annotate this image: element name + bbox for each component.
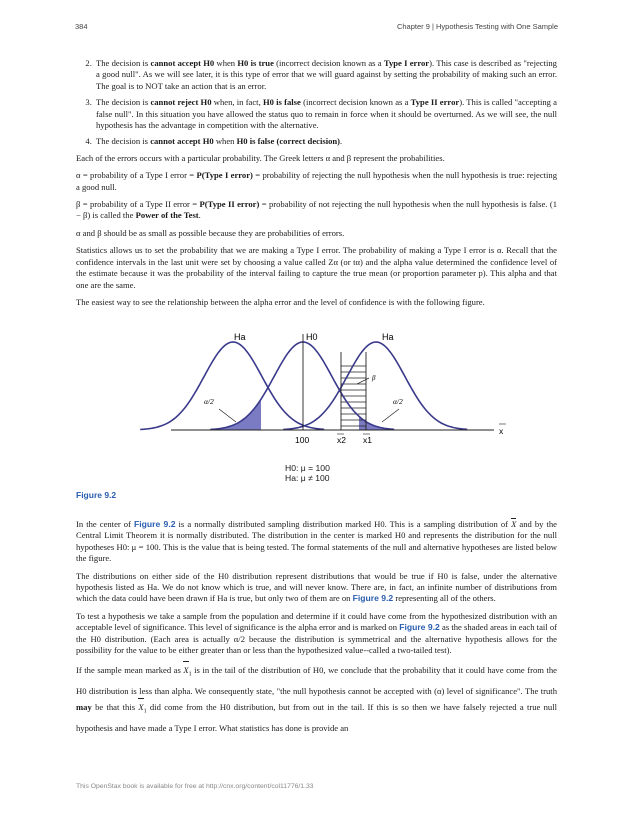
hypotheses — [285, 463, 330, 483]
mean-value-label: 100 — [295, 435, 310, 445]
paragraph: In the center of Figure 9.2 is a normally distributed sampling distribution marked H0. This is a sampling distribution of X and by the Central Limit Theorem it is normally distributed. The distribution in the center is marked H0 and represents the distribution for the null hypotheses H0: μ = 100. This is the value that is being tested. The formal statements of the null and alternative hypotheses are listed below the figure. — [76, 519, 557, 564]
paragraph: The easiest way to see the relationship between the alpha error and the level of confidence is with the following figure. — [76, 296, 485, 307]
null-hypothesis: H0: μ = 100 — [285, 463, 330, 473]
paragraph: The distributions on either side of the H0 distribution represent distributions that would be true if H0 is false, under the alternative hypothesis listed as Ha. We do not know which is true, and will never know. There are, in fact, an infinite number of distributions from which the data could have been drawn if Ha is true, but only two of them are on Figure 9.2 representing all of the others. — [76, 570, 557, 604]
figure-link[interactable]: Figure 9.2 — [399, 622, 440, 633]
alpha-right-arrow — [382, 409, 399, 422]
lower-text — [76, 519, 557, 742]
paragraph: α and β should be as small as possible because they are probabilities of errors. — [76, 227, 345, 238]
upper-text — [76, 58, 557, 314]
h0-curve — [210, 342, 394, 430]
ha-right-curve — [283, 342, 467, 430]
beta-label: β — [372, 374, 376, 382]
paragraph: If the sample mean marked as $X_1$ is in the tail of the distribution of H0, we conclude that the probability that it could have come from the H0 distribution is less than alpha. We consequently state, "the null hypothesis cannot be accepted with (α) level of significance". The truth may be that this $X_1$ did come from the H0 distribution, but from out in the tail. If this is so then we have falsely rejected a true null hypothesis and have made a Type I error. What statistics has done is provide an — [76, 662, 557, 735]
alpha-right-label: α/2 — [393, 397, 403, 406]
x2-label: x2 — [337, 435, 346, 445]
alpha-left-arrow — [219, 409, 236, 422]
alpha-left-label: α/2 — [204, 397, 214, 406]
list-item: 2. The decision is cannot accept H0 when H0 is true (incorrect decision known as a Type I error). This case is described as "rejecting a good null". As we will see later, it is this type of error that we will guard against by setting the probability of making such an error. The goal is to NOT take an action that is an error. — [94, 58, 557, 92]
ha-right-label: Ha — [382, 332, 394, 342]
chapter-header: Chapter 9 | Hypothesis Testing with One Sample — [396, 22, 558, 31]
ha-left-curve — [140, 342, 324, 430]
beta-arrow — [357, 378, 369, 384]
page-number: 384 — [75, 22, 88, 31]
figure-link[interactable]: Figure 9.2 — [352, 593, 394, 604]
alt-hypothesis: Ha: μ ≠ 100 — [285, 473, 330, 483]
paragraph: β = probability of a Type II error = P(Type II error) = probability of not rejecting the null hypothesis when the null hypothesis is false. (1 − β) is called the Power of the Test. — [76, 199, 557, 221]
list-item: 3. The decision is cannot reject H0 when, in fact, H0 is false (incorrect decision known as a Type II error). This is called "accepting a false null". In this situation you have allowed the status quo to remain in force when it should be overturned. As we will see, the null hypothesis has the advantage in competition with the alternative. — [94, 97, 557, 131]
beta-hatch — [341, 366, 366, 426]
paragraph: Statistics allows us to set the probability that we are making a Type I error. The probability of making a Type I error is α. Recall that the confidence intervals in the last unit were set by choosing a value called Zα (or tα) and the alpha value determined the confidence level of the estimate because it was the probability of the interval failing to capture the true mean (or proportion parameter p). This alpha and that one are the same. — [76, 245, 557, 290]
h0-label: H0 — [306, 332, 318, 342]
ha-left-label: Ha — [234, 332, 246, 342]
figure-caption: Figure 9.2 — [76, 490, 117, 500]
x-axis-label: x — [499, 426, 504, 436]
figure-link[interactable]: Figure 9.2 — [134, 519, 176, 529]
list-item: 4. The decision is cannot accept H0 when H0 is false (correct decision). — [94, 136, 557, 147]
decision-list — [76, 58, 557, 148]
paragraph: Each of the errors occurs with a particular probability. The Greek letters α and β represent the probabilities. — [76, 152, 445, 163]
paragraph: To test a hypothesis we take a sample from the population and determine if it could have come from the hypothesized distribution with an acceptable level of significance. This level of significance is the alpha error and is marked on Figure 9.2 as the shaded areas in each tail of the H0 distribution. (Each area is actually α/2 because the distribution is symmetrical and the alternative hypothesis allows for the possibility for the value to be either greater than or less than the hypothesized value--called a two-tailed test). — [76, 610, 557, 656]
paragraph: α = probability of a Type I error = P(Type I error) = probability of rejecting the null hypothesis when the null hypothesis is true: rejecting a good null. — [76, 170, 557, 192]
x1-label: x1 — [363, 435, 372, 445]
footer-note: This OpenStax book is available for free at http://cnx.org/content/col11776/1.33 — [76, 783, 314, 790]
